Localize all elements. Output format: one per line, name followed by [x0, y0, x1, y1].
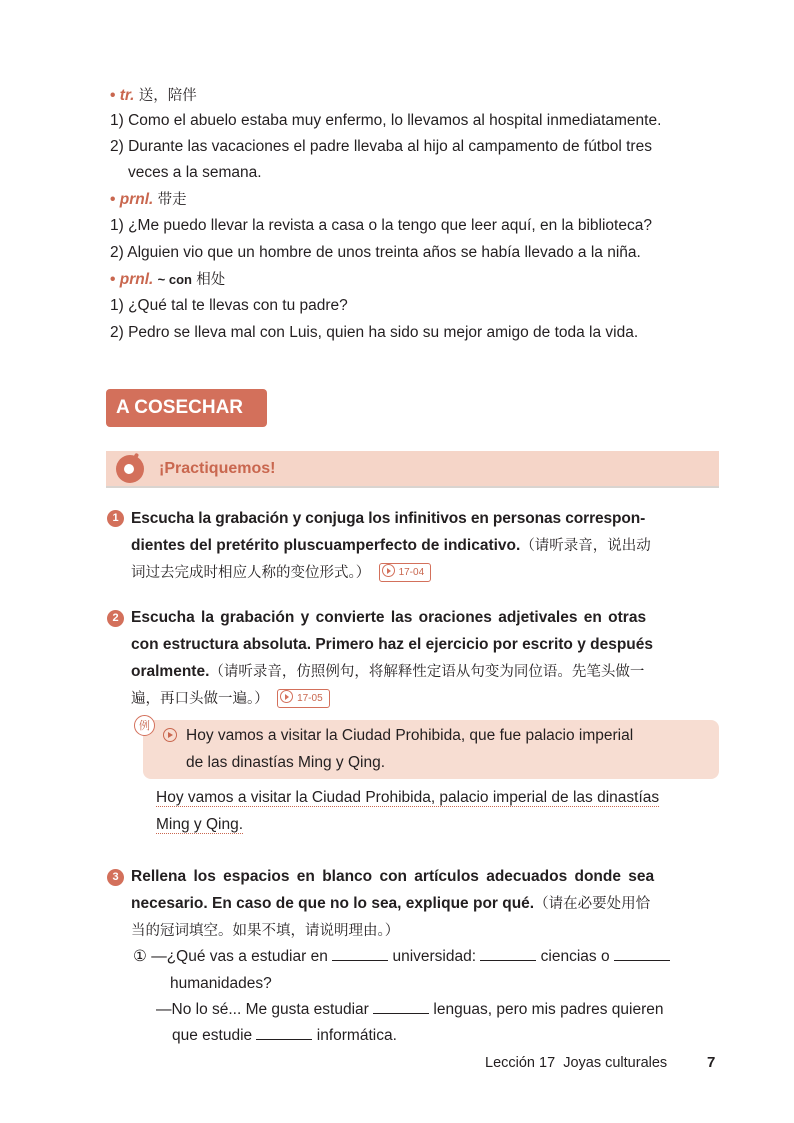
exercise-1-line [131, 559, 431, 587]
exercise-3-cn: （请在必要处用恰 [534, 896, 651, 912]
exercise-2-line: oralmente.（请听录音，仿照例句，将解释性定语从句变为同位语。先笔头做一 [131, 663, 645, 680]
exercise-3-line: Rellena los espacios en blanco con artículos adecuados donde sea [131, 868, 655, 885]
answer-blank[interactable] [256, 1025, 312, 1040]
usage-example: 1) ¿Me puedo llevar la revista a casa o la tengo que leer aquí, en la biblioteca? [110, 217, 652, 234]
answer-blank[interactable] [373, 999, 429, 1014]
play-icon[interactable] [163, 728, 177, 742]
fill-line: humanidades? [170, 975, 272, 992]
usage-example: 1) ¿Qué tal te llevas con tu padre? [110, 297, 348, 314]
usage-tag: prnl. [119, 191, 154, 208]
example-answer: Ming y Qing. [156, 816, 244, 833]
exercise-2-line: con estructura absoluta. Primero haz el ejercicio por escrito y después [131, 636, 654, 653]
bullet-icon: • [110, 271, 116, 288]
fill-line: —No lo sé... Me gusta estudiar lenguas, pero mis padres quieren [156, 1001, 664, 1018]
exercise-1-line: Escucha la grabación y conjuga los infinitivos en personas correspon- [131, 510, 646, 527]
practice-label: ¡Practiquemos! [159, 460, 276, 477]
usage-example: 2) Alguien vio que un hombre de unos treinta años se había llevado a la niña. [110, 244, 641, 261]
usage-example: 2) Durante las vacaciones el padre llevaba al hijo al campamento de fútbol tres [110, 138, 652, 155]
exercise-1-cn: （请听录音，说出动 [520, 538, 651, 554]
exercise-1-line: dientes del pretérito pluscuamperfecto de indicativo.（请听录音，说出动 [131, 537, 651, 554]
exercise-number: 3 [107, 869, 124, 886]
item-number: ① [133, 948, 147, 965]
exercise-3-line [131, 917, 399, 945]
footer-lesson: Lección 17 Joyas culturales [485, 1055, 668, 1071]
section-title: A COSECHAR [106, 389, 267, 427]
example-mark: 例 [134, 715, 155, 736]
usage-example: 1) Como el abuelo estaba muy enfermo, lo llevamos al hospital inmediatamente. [110, 112, 662, 129]
example-prompt: de las dinastías Ming y Qing. [186, 754, 386, 771]
bullet-icon: • [110, 191, 116, 208]
exercise-3-cn: 当的冠词填空。如果不填，请说明理由。） [131, 923, 400, 939]
usage-meaning: 送，陪伴 [138, 88, 197, 104]
play-icon [280, 690, 293, 703]
answer-blank[interactable] [332, 946, 388, 961]
usage-prnl-con-header [110, 267, 225, 293]
usage-construction: ~ con [157, 272, 192, 287]
exercise-2-line: Escucha la grabación y convierte las oraciones adjetivales en otras [131, 609, 647, 626]
fill-line: que estudie informática. [172, 1027, 397, 1044]
fill-line: ① —¿Qué vas a estudiar en universidad: ciencias o [133, 944, 670, 970]
usage-meaning: 带走 [157, 192, 187, 208]
page-number: 7 [707, 1054, 716, 1071]
exercise-number: 2 [107, 610, 124, 627]
usage-tr-header [110, 83, 197, 109]
exercise-number: 1 [107, 510, 124, 527]
usage-example: veces a la semana. [128, 164, 262, 181]
answer-blank[interactable] [614, 946, 670, 961]
usage-example: 2) Pedro se lleva mal con Luis, quien ha sido su mejor amigo de toda la vida. [110, 324, 639, 341]
usage-tag: prnl. [119, 271, 154, 288]
exercise-2-cn: 遍，再口头做一遍。） [131, 691, 269, 707]
exercise-2-line [131, 685, 330, 713]
example-answer: Hoy vamos a visitar la Ciudad Prohibida, palacio imperial de las dinastías [156, 789, 660, 806]
example-prompt: Hoy vamos a visitar la Ciudad Prohibida, que fue palacio imperial [186, 727, 634, 744]
audio-track-button[interactable]: 17-05 [277, 689, 330, 708]
exercise-1-cn: 词过去完成时相应人称的变位形式。） [131, 565, 371, 581]
practice-fruit-icon [116, 455, 144, 483]
bullet-icon: • [110, 87, 116, 104]
usage-meaning: 相处 [196, 272, 226, 288]
play-icon [382, 564, 395, 577]
practice-bar [106, 451, 719, 488]
exercise-3-line: necesario. En caso de que no lo sea, explique por qué.（请在必要处用恰 [131, 895, 651, 912]
usage-prnl-header [110, 187, 187, 213]
audio-track-button[interactable]: 17-04 [379, 563, 432, 582]
usage-tag: tr. [119, 87, 135, 104]
answer-blank[interactable] [480, 946, 536, 961]
exercise-2-cn: （请听录音，仿照例句，将解释性定语从句变为同位语。先笔头做一 [209, 664, 645, 680]
